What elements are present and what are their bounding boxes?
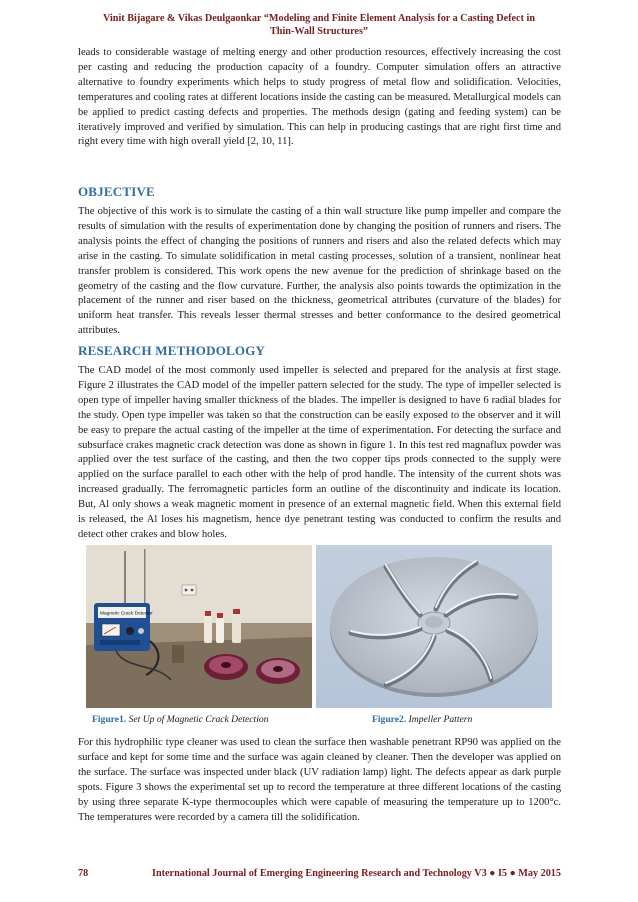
running-header-line2: Thin-Wall Structures” <box>269 26 369 37</box>
figure2-caption-label: Figure2. <box>372 714 407 725</box>
running-header-line1: Vinit Bijagare & Vikas Deulgaonkar “Modeling and Finite Element Analysis for a Casting Defect in <box>102 13 536 24</box>
after-figures-paragraph: For this hydrophilic type cleaner was used to clean the surface then washable penetrant RP90 was applied on the surface and kept for some time and the surface was again cleaned by cleaner. Then the developer was applied on the surface. The surface was inspected under black (UV radiation lamp) light. The defects appear as dark purple spots. Figure 3 shows the experimental set up to record the temperature at three different locations of the casting by using three separate K-type thermocouples which were capable of measuring the temperature up to 1200°c. The temperatures were recorded by a camera till the solidification. <box>78 737 561 823</box>
objective-heading: OBJECTIVE <box>78 184 155 199</box>
device-label: Magnetic Crack Detector <box>100 611 153 617</box>
figure1-caption-label: Figure1. <box>92 714 127 725</box>
figure2-caption-text: Impeller Pattern <box>406 714 473 725</box>
page-number: 78 <box>78 868 89 879</box>
journal-citation: International Journal of Emerging Engineering Research and Technology V3 ● I5 ● May 2015 <box>152 868 561 879</box>
intro-paragraph: leads to considerable wastage of melting energy and other production resources, effectively increasing the cost per casting and reducing the production capacity of a foundry. Computer simulation offers an attractive alternative to foundry experiments which helps to study progress of metal flow and solidification. Velocities, temperatures and cooling rates at different locations inside the casting can be measured. Metallurgical models can be applied to predict casting defects and properties. The methods design (gating and feeding system) can be iteratively improved and verified by simulation. This can help in producing castings that are right first time and right every time with high overall yield [2, 10, 11]. <box>78 47 561 148</box>
running-header <box>60 12 578 38</box>
figure1-photo <box>86 545 312 708</box>
figure2-render <box>316 545 552 708</box>
figure1-illustration <box>86 545 312 708</box>
methodology-heading: RESEARCH METHODOLOGY <box>78 343 266 358</box>
figure1-caption-text: Set Up of Magnetic Crack Detection <box>126 714 269 725</box>
objective-paragraph: The objective of this work is to simulate the casting of a thin wall structure like pump impeller and compare the results of simulation with the results of experimentation done by changing the position of runners and risers. The analysis points the effect of changing the positions of runners and risers and also the related defects which may arise in the casting. To simulate solidification in metal casting processes, solution of a transient, nonlinear heat transfer problem is considered. This work opens the new avenue for the prediction of shrinkage based on the geometry of the casting and the flow curvature. Further, the analysis also points towards the optimization in the placement of the runner and riser based on the thickness, geometrical attributes (curvature of the blades) for uniform heat transfer. This reveals lesser thermal stresses and better conformance to the desired geometrical attributes. <box>78 206 561 337</box>
methodology-paragraph: The CAD model of the most commonly used impeller is selected and prepared for the analysis at first stage. Figure 2 illustrates the CAD model of the impeller pattern selected for the study. The type of impeller selected is open type of impeller having smaller thickness of the blades. The impeller is designed to have 6 radial blades for the study. Open type impeller was taken so that the construction can be easily exposed to the observer and it will be easy to prepare the actual casting of the impeller at the time of experimentation. For detecting the surface and subsurface crakes magnetic crack detection was done as shown in figure 1. In this test red magnaflux powder was applied over the test surface of the casting, and then the two copper tips prods connected to the supply were applied on the surface parallel to each other with the help of prod handle. The intensity of the current shots was increased gradually. The ferromagnetic particles form an outline of the discontinuity and indicate its location. But, Al only shows a weak magnetic moment in presence of an external magnetic field. When this external field is released, the Al loses his magnetism, hence dye penetrant testing was conducted to confirm the results and detect other crakes and blow holes. <box>78 365 561 540</box>
impeller-illustration <box>316 545 552 708</box>
figure1-caption <box>92 714 268 725</box>
figure2-caption <box>372 714 472 725</box>
